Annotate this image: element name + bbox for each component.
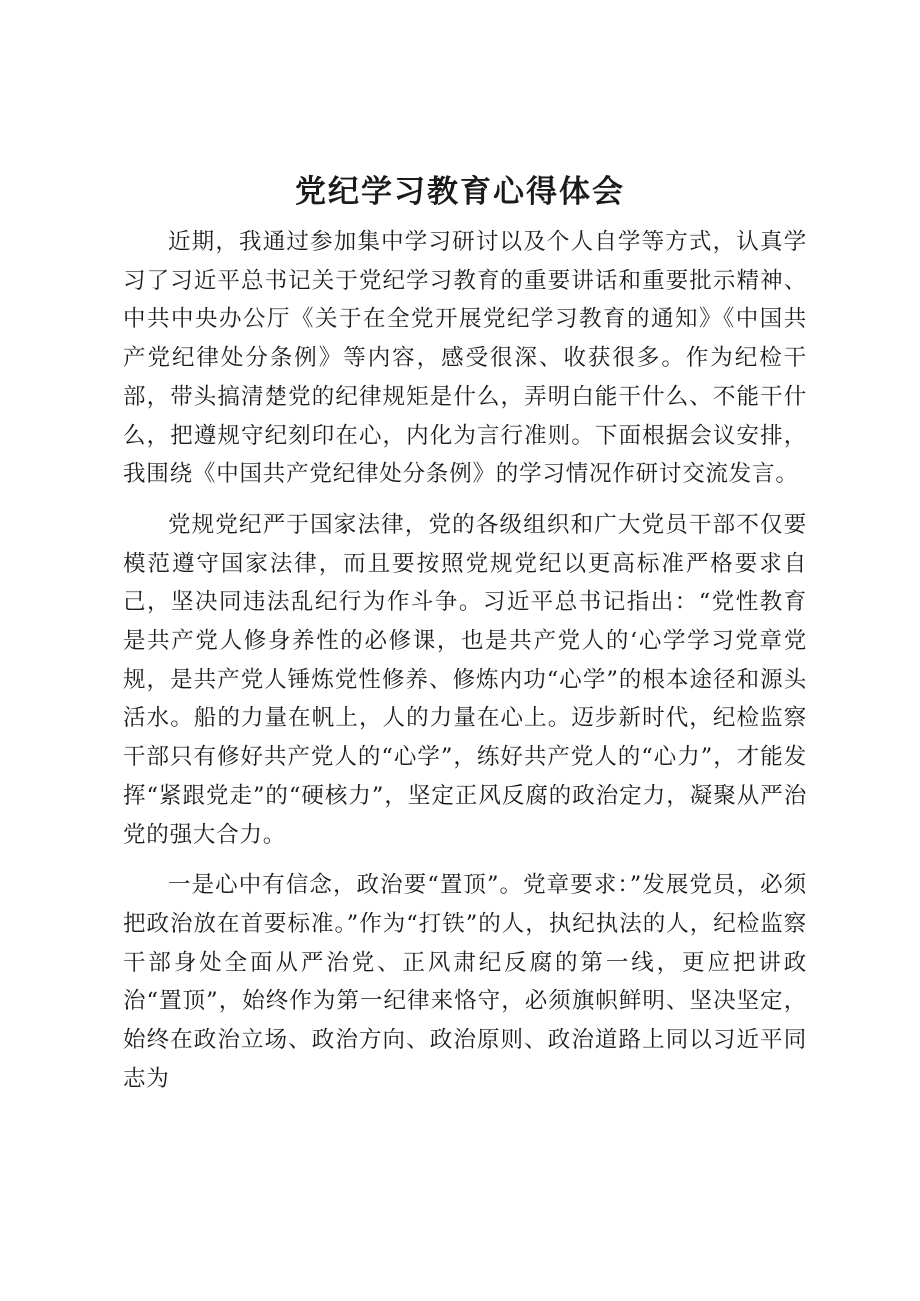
document-title: 党纪学习教育心得体会 bbox=[295, 174, 625, 210]
paragraph-party-discipline: 党规党纪严于国家法律，党的各级组织和广大党员干部不仅要模范遵守国家法律，而且要按照党规党纪以更高标准严格要求自己，坚决同违法乱纪行为作斗争。习近平总书记指出：“党性教育是共产党人修身养性的必修课，也是共产党人的‘心学学习党章党规，是共产党人锤炼党性修养、修炼内功“心学”的根本途径和源头活水。船的力量在帆上，人的力量在心上。迈步新时代，纪检监察干部只有修好共产党人的“心学”，练好共产党人的“心力”，才能发挥“紧跟党走”的“硬核力”，坚定正风反腐的政治定力，凝聚从严治党的强大合力。 bbox=[123, 511, 807, 848]
document-body bbox=[123, 223, 807, 1110]
paragraph-intro: 近期，我通过参加集中学习研讨以及个人自学等方式，认真学习了习近平总书记关于党纪学习教育的重要讲话和重要批示精神、中共中央办公厅《关于在全党开展党纪学习教育的通知》《中国共产党纪律处分条例》等内容，感受很深、收获很多。作为纪检干部，带头搞清楚党的纪律规矩是什么，弄明白能干什么、不能干什么，把遵规守纪刻印在心，内化为言行准则。下面根据会议安排，我围绕《中国共产党纪律处分条例》的学习情况作研讨交流发言。 bbox=[123, 229, 807, 488]
paragraph-political-belief: 一是心中有信念，政治要“置顶”。党章要求：”发展党员，必须把政治放在首要标准。”作为“打铁”的人，执纪执法的人，纪检监察干部身处全面从严治党、正风肃纪反腐的第一线，更应把讲政治“置顶”，始终作为第一纪律来恪守，必须旗帜鲜明、坚决坚定，始终在政治立场、政治方向、政治原则、政治道路上同以习近平同志为 bbox=[123, 872, 807, 1092]
